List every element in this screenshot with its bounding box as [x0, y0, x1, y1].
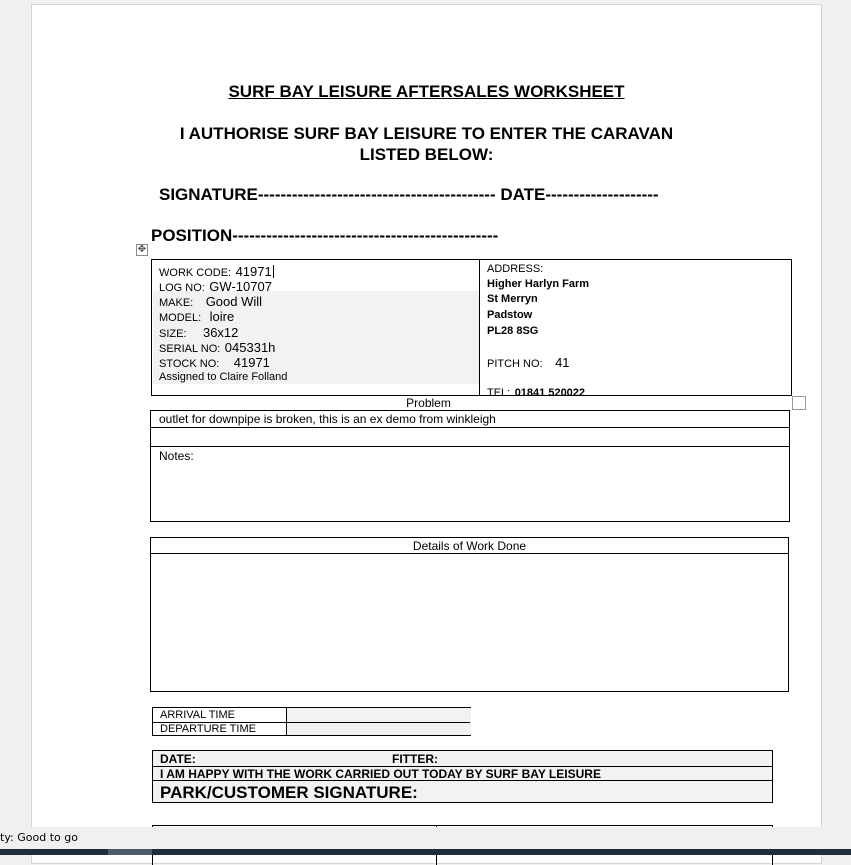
row-line [151, 553, 788, 554]
authorise-line-2: LISTED BELOW: [359, 145, 494, 164]
authorise-statement [32, 123, 821, 165]
problem-table [150, 410, 790, 522]
stock-row [159, 354, 270, 372]
text-cursor [273, 265, 274, 278]
arrival-time-label: ARRIVAL TIME [160, 709, 235, 721]
position-line: POSITION----------------------------------------------- [151, 226, 499, 245]
authorise-line-1: I AUTHORISE SURF BAY LEISURE TO ENTER THE CARAVAN [179, 124, 674, 143]
problem-title: Problem [406, 396, 451, 410]
customer-signoff-table [152, 750, 773, 803]
departure-time-label: DEPARTURE TIME [160, 723, 256, 735]
work-done-table[interactable] [150, 537, 789, 692]
model-value[interactable]: loire [209, 309, 235, 324]
stock-value[interactable]: 41971 [233, 355, 270, 370]
serial-value[interactable]: 045331h [224, 340, 276, 355]
address-line-3: Padstow [487, 309, 533, 321]
caravan-info-table [151, 259, 792, 399]
size-label: SIZE: [159, 328, 187, 340]
customer-signature-label: PARK/CUSTOMER SIGNATURE: [160, 783, 418, 802]
address-label: ADDRESS: [487, 263, 544, 275]
notes-label: Notes: [159, 449, 194, 463]
stock-label: STOCK NO: [159, 358, 220, 370]
pitch-label: PITCH NO: [487, 358, 543, 370]
assigned-to: Assigned to Claire Folland [159, 371, 288, 383]
make-value[interactable]: Good Will [205, 294, 263, 309]
status-text: ty: Good to go [0, 831, 78, 844]
fitter-label: FITTER: [392, 752, 438, 766]
checkbox[interactable] [792, 396, 806, 410]
work-code-label: WORK CODE: [159, 267, 232, 279]
happy-statement: I AM HAPPY WITH THE WORK CARRIED OUT TODAY BY SURF BAY LEISURE [160, 767, 601, 781]
status-bar [0, 827, 851, 849]
make-label: MAKE: [159, 297, 194, 309]
taskbar [0, 849, 851, 855]
log-no-value[interactable]: GW-10707 [209, 279, 272, 294]
row-line [151, 446, 789, 447]
move-handle-icon[interactable]: ✥ [137, 244, 147, 255]
date-label: DATE: [160, 752, 196, 766]
size-value[interactable]: 36x12 [202, 325, 239, 340]
tel-label: TEL: [487, 387, 511, 399]
times-table [152, 707, 471, 736]
log-no-label: LOG NO: [159, 282, 205, 294]
signature-date-line: SIGNATURE------------------------------------------ DATE-------------------- [159, 185, 659, 204]
document-page[interactable] [31, 4, 822, 864]
pitch-row [487, 354, 570, 372]
row-line [151, 427, 789, 428]
pitch-value[interactable]: 41 [555, 355, 570, 370]
taskbar-active-item[interactable] [108, 849, 152, 855]
tel-value: 01841 520022 [514, 387, 586, 399]
address-postcode: PL28 8SG [487, 325, 539, 337]
work-done-title: Details of Work Done [412, 539, 527, 553]
column-divider [479, 260, 480, 395]
address-line-2: St Merryn [487, 293, 538, 305]
model-label: MODEL: [159, 312, 202, 324]
address-line-1: Higher Harlyn Farm [487, 278, 590, 290]
document-title: SURF BAY LEISURE AFTERSALES WORKSHEET [228, 82, 625, 101]
serial-label: SERIAL NO: [159, 343, 221, 355]
work-code-value[interactable]: 41971 [235, 264, 272, 279]
problem-description[interactable]: outlet for downpipe is broken, this is an ex demo from winkleigh [159, 412, 496, 426]
